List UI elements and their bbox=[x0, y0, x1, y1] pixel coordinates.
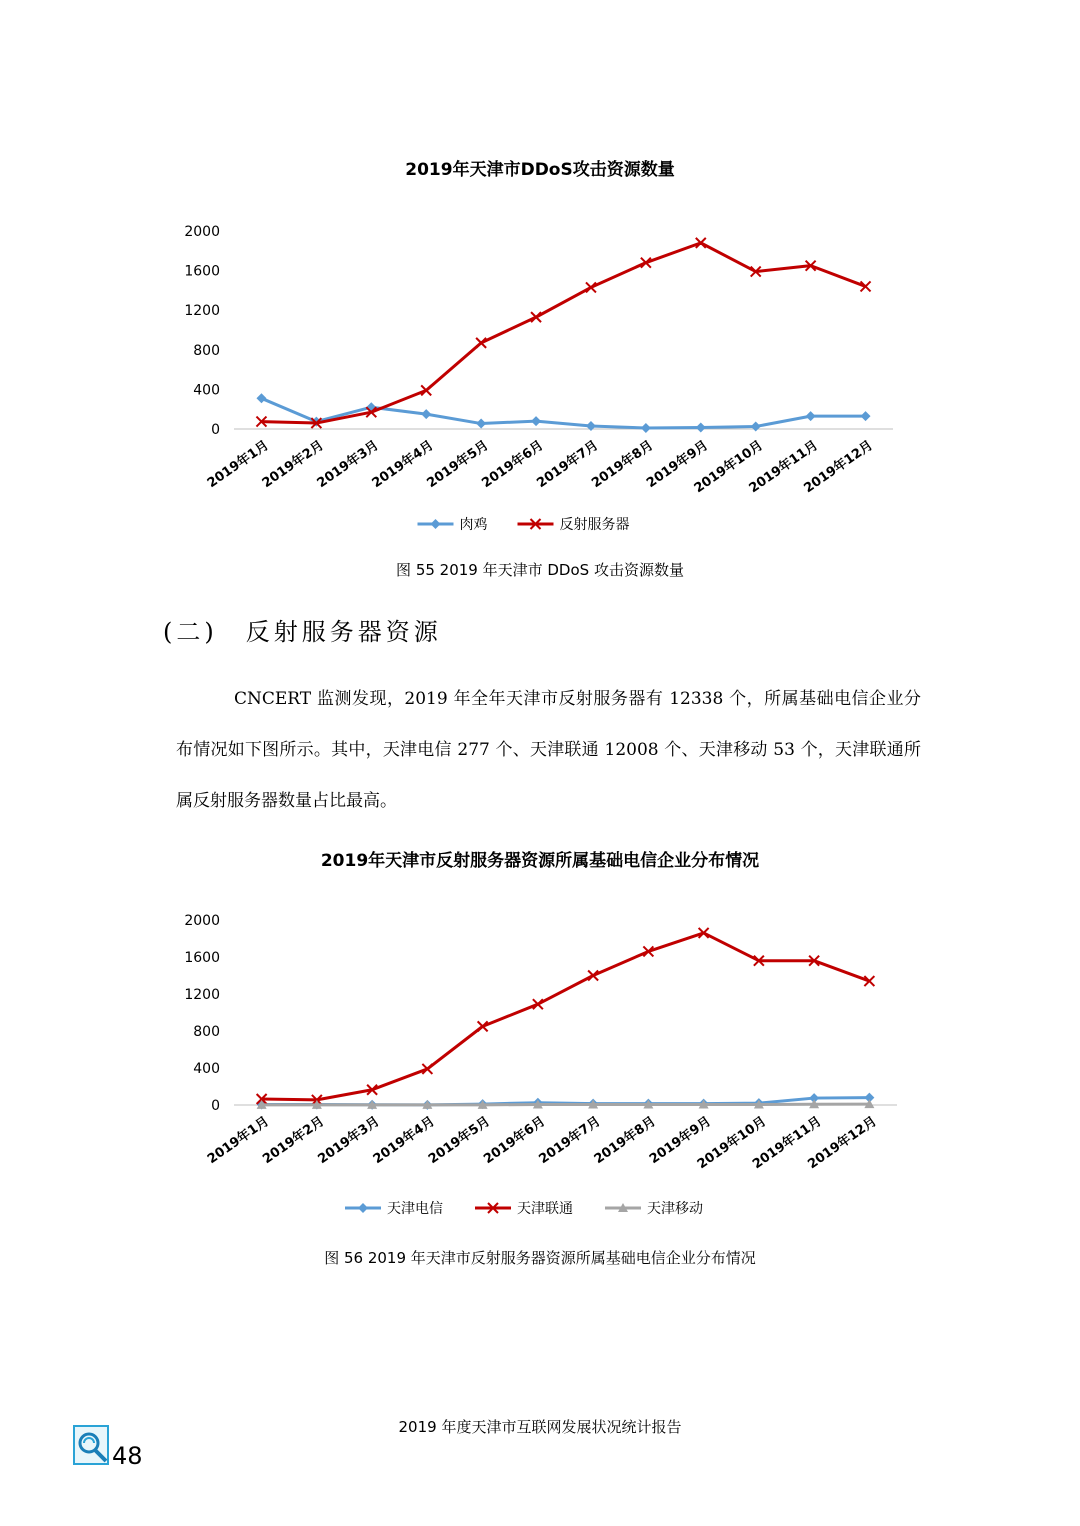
chart1-x-tick-label: 2019年5月 bbox=[424, 437, 492, 492]
chart2-series-line-2 bbox=[262, 1104, 870, 1105]
chart2-x-tick-label: 2019年9月 bbox=[646, 1113, 714, 1168]
chart2-x-tick-label: 2019年6月 bbox=[481, 1113, 549, 1168]
chart2-legend-item bbox=[605, 1200, 703, 1217]
chart2-y-tick-label: 0 bbox=[211, 1098, 220, 1114]
chart1-point bbox=[696, 423, 706, 433]
footer-report-title: 2019 年度天津市互联网发展状况统计报告 bbox=[398, 1418, 682, 1436]
chart1-y-tick-label: 1600 bbox=[184, 263, 220, 280]
chart1-point bbox=[256, 393, 266, 403]
chart2-x-tick-label: 2019年11月 bbox=[750, 1113, 825, 1173]
chart2-y-tick-label: 400 bbox=[193, 1061, 220, 1077]
chart2-title: 2019年天津市反射服务器资源所属基础电信企业分布情况 bbox=[320, 851, 760, 871]
magnifier-logo-icon bbox=[73, 1425, 109, 1465]
chart2-y-tick-label: 1200 bbox=[184, 987, 220, 1003]
chart1-point bbox=[641, 423, 651, 433]
chart1-x-tick-label: 2019年7月 bbox=[534, 437, 602, 492]
chart2-x-tick-label: 2019年2月 bbox=[260, 1113, 328, 1168]
chart1-x-tick-label: 2019年3月 bbox=[314, 437, 382, 492]
chart1-x-tick-label: 2019年4月 bbox=[369, 437, 437, 492]
chart1-title: 2019年天津市DDoS攻击资源数量 bbox=[405, 160, 675, 180]
page-number: 48 bbox=[112, 1442, 143, 1470]
chart1-series-line-1 bbox=[261, 243, 865, 423]
chart1-point bbox=[421, 409, 431, 419]
chart2-legend-label: 天津联通 bbox=[517, 1201, 573, 1217]
chart1-legend-item bbox=[518, 517, 630, 533]
chart1-point bbox=[861, 411, 871, 421]
chart2-legend-marker bbox=[358, 1203, 368, 1213]
chart2-y-tick-label: 1600 bbox=[184, 950, 220, 966]
chart2-y-tick-label: 2000 bbox=[184, 913, 220, 929]
chart1-point bbox=[531, 416, 541, 426]
chart1-legend-label: 肉鸡 bbox=[459, 517, 488, 533]
chart2-x-tick-label: 2019年1月 bbox=[204, 1113, 272, 1168]
chart1-x-tick-label: 2019年1月 bbox=[204, 437, 272, 492]
chart2-x-tick-label: 2019年5月 bbox=[425, 1113, 493, 1168]
chart2-legend-label: 天津移动 bbox=[647, 1201, 703, 1217]
figure56-caption: 图 56 2019 年天津市反射服务器资源所属基础电信企业分布情况 bbox=[324, 1249, 756, 1267]
chart1-legend-marker bbox=[431, 519, 441, 529]
chart1-point bbox=[586, 421, 596, 431]
chart1-point bbox=[751, 422, 761, 432]
chart1-y-tick-label: 800 bbox=[193, 342, 220, 359]
chart2-y-tick-label: 800 bbox=[193, 1024, 220, 1040]
chart1-x-tick-label: 2019年8月 bbox=[589, 437, 657, 492]
chart2-x-tick-label: 2019年3月 bbox=[315, 1113, 383, 1168]
section-heading: (二) 反射服务器资源 bbox=[163, 618, 442, 646]
chart2-legend-item bbox=[345, 1200, 443, 1217]
chart2-legend-item bbox=[475, 1201, 573, 1217]
paragraph-text: CNCERT 监测发现，2019 年全年天津市反射服务器有 12338 个，所属基础电信企业分布情况如下图所示。其中，天津电信 277 个、天津联通 12008 个、天津移动 53 个，天津联通所属反射服务器数量占比最高。 bbox=[176, 689, 921, 811]
chart1-y-tick-label: 2000 bbox=[184, 224, 220, 240]
chart1-y-tick-label: 0 bbox=[211, 422, 220, 438]
chart1-x-tick-label: 2019年2月 bbox=[259, 437, 327, 492]
chart1-y-tick-label: 400 bbox=[193, 382, 220, 399]
chart2-series-line-1 bbox=[262, 933, 870, 1100]
chart2-legend-label: 天津电信 bbox=[387, 1201, 443, 1217]
chart1-ddos-resources bbox=[0, 210, 1080, 545]
figure55-caption: 图 55 2019 年天津市 DDoS 攻击资源数量 bbox=[396, 561, 684, 579]
section-paragraph bbox=[176, 674, 921, 827]
chart2-x-tick-label: 2019年4月 bbox=[370, 1113, 438, 1168]
chart1-x-tick-label: 2019年11月 bbox=[746, 437, 821, 497]
chart1-y-tick-label: 1200 bbox=[184, 303, 220, 320]
chart1-legend-item bbox=[418, 517, 488, 533]
chart2-x-tick-label: 2019年7月 bbox=[536, 1113, 604, 1168]
chart1-point bbox=[476, 419, 486, 429]
chart2-x-tick-label: 2019年8月 bbox=[591, 1113, 659, 1168]
chart1-point bbox=[806, 411, 816, 421]
chart1-series-line-0 bbox=[261, 398, 865, 428]
chart1-x-tick-label: 2019年9月 bbox=[644, 437, 712, 492]
chart2-reflect-server-isp bbox=[0, 900, 1080, 1230]
chart2-x-tick-label: 2019年12月 bbox=[805, 1113, 880, 1173]
chart1-x-tick-label: 2019年10月 bbox=[691, 437, 767, 497]
chart2-x-tick-label: 2019年10月 bbox=[694, 1113, 770, 1173]
chart1-x-tick-label: 2019年12月 bbox=[801, 437, 876, 497]
chart1-legend-label: 反射服务器 bbox=[559, 517, 630, 533]
chart1-x-tick-label: 2019年6月 bbox=[479, 437, 547, 492]
